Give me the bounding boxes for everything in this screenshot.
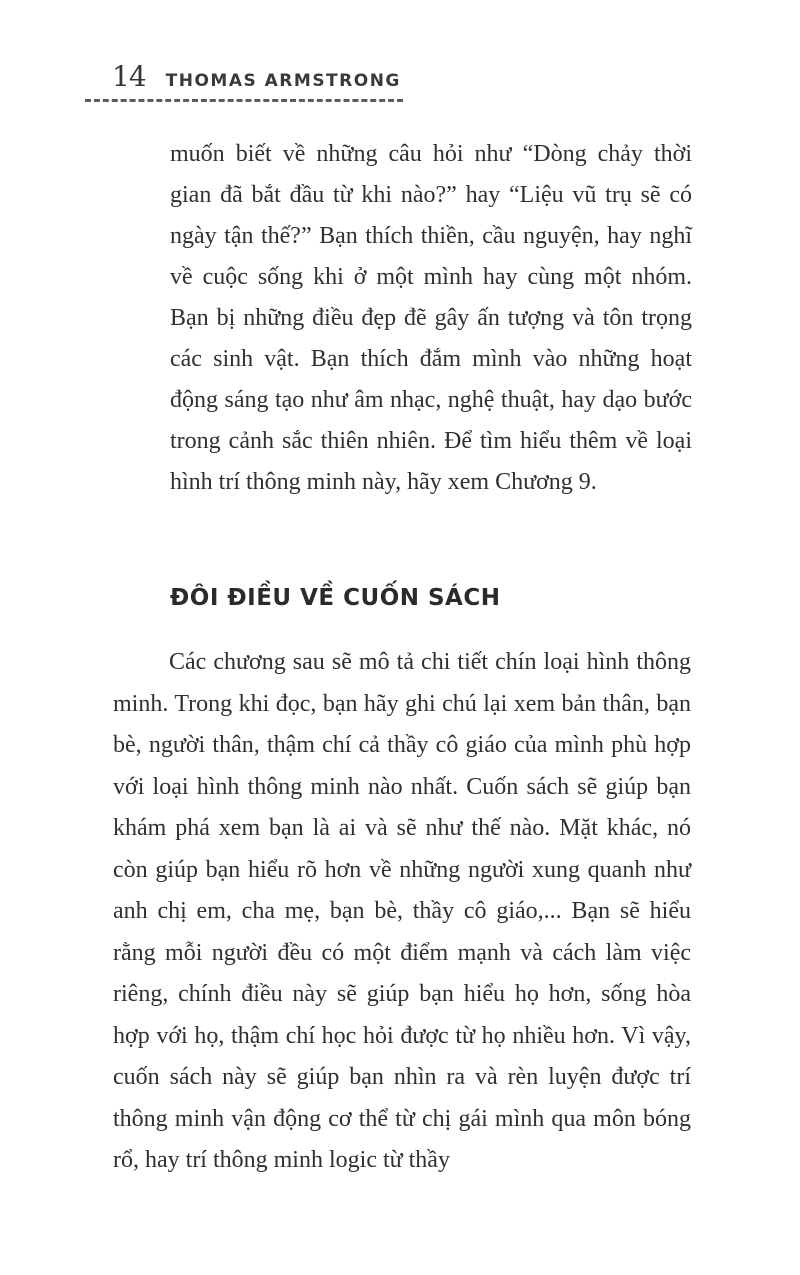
section-heading: ĐÔI ĐIỀU VỀ CUỐN SÁCH — [170, 585, 501, 611]
page-number: 14 — [112, 60, 146, 93]
header-divider — [85, 99, 403, 102]
body-paragraph: Các chương sau sẽ mô tả chi tiết chín loại hình thông minh. Trong khi đọc, bạn hãy ghi chú lại xem bản thân, bạn bè, người thân, thậm chí cả thầy cô giáo của mình phù hợp với loại hình thông minh nào nhất. Cuốn sách sẽ giúp bạn khám phá xem bạn là ai và sẽ như thế nào. Mặt khác, nó còn giúp bạn hiểu rõ hơn về những người xung quanh như anh chị em, cha mẹ, bạn bè, thầy cô giáo,... Bạn sẽ hiểu rằng mỗi người đều có một điểm mạnh và cách làm việc riêng, chính điều này sẽ giúp bạn hiểu họ hơn, sống hòa hợp với họ, thậm chí học hỏi được từ họ nhiều hơn. Vì vậy, cuốn sách này sẽ giúp bạn nhìn ra và rèn luyện được trí thông minh vận động cơ thể từ chị gái mình qua môn bóng rổ, hay trí thông minh logic từ thầy — [113, 649, 691, 1173]
continued-paragraph: muốn biết về những câu hỏi như “Dòng chảy thời gian đã bắt đầu từ khi nào?” hay “Liệu vũ trụ sẽ có ngày tận thế?” Bạn thích thiền, cầu nguyện, hay nghĩ về cuộc sống khi ở một mình hay cùng một nhóm. Bạn bị những điều đẹp đẽ gây ấn tượng và tôn trọng các sinh vật. Bạn thích đắm mình vào những hoạt động sáng tạo như âm nhạc, nghệ thuật, hay dạo bước trong cảnh sắc thiên nhiên. Để tìm hiểu thêm về loại hình trí thông minh này, hãy xem Chương 9. — [170, 141, 692, 495]
running-title: THOMAS ARMSTRONG — [165, 71, 401, 91]
page-header — [112, 60, 401, 93]
